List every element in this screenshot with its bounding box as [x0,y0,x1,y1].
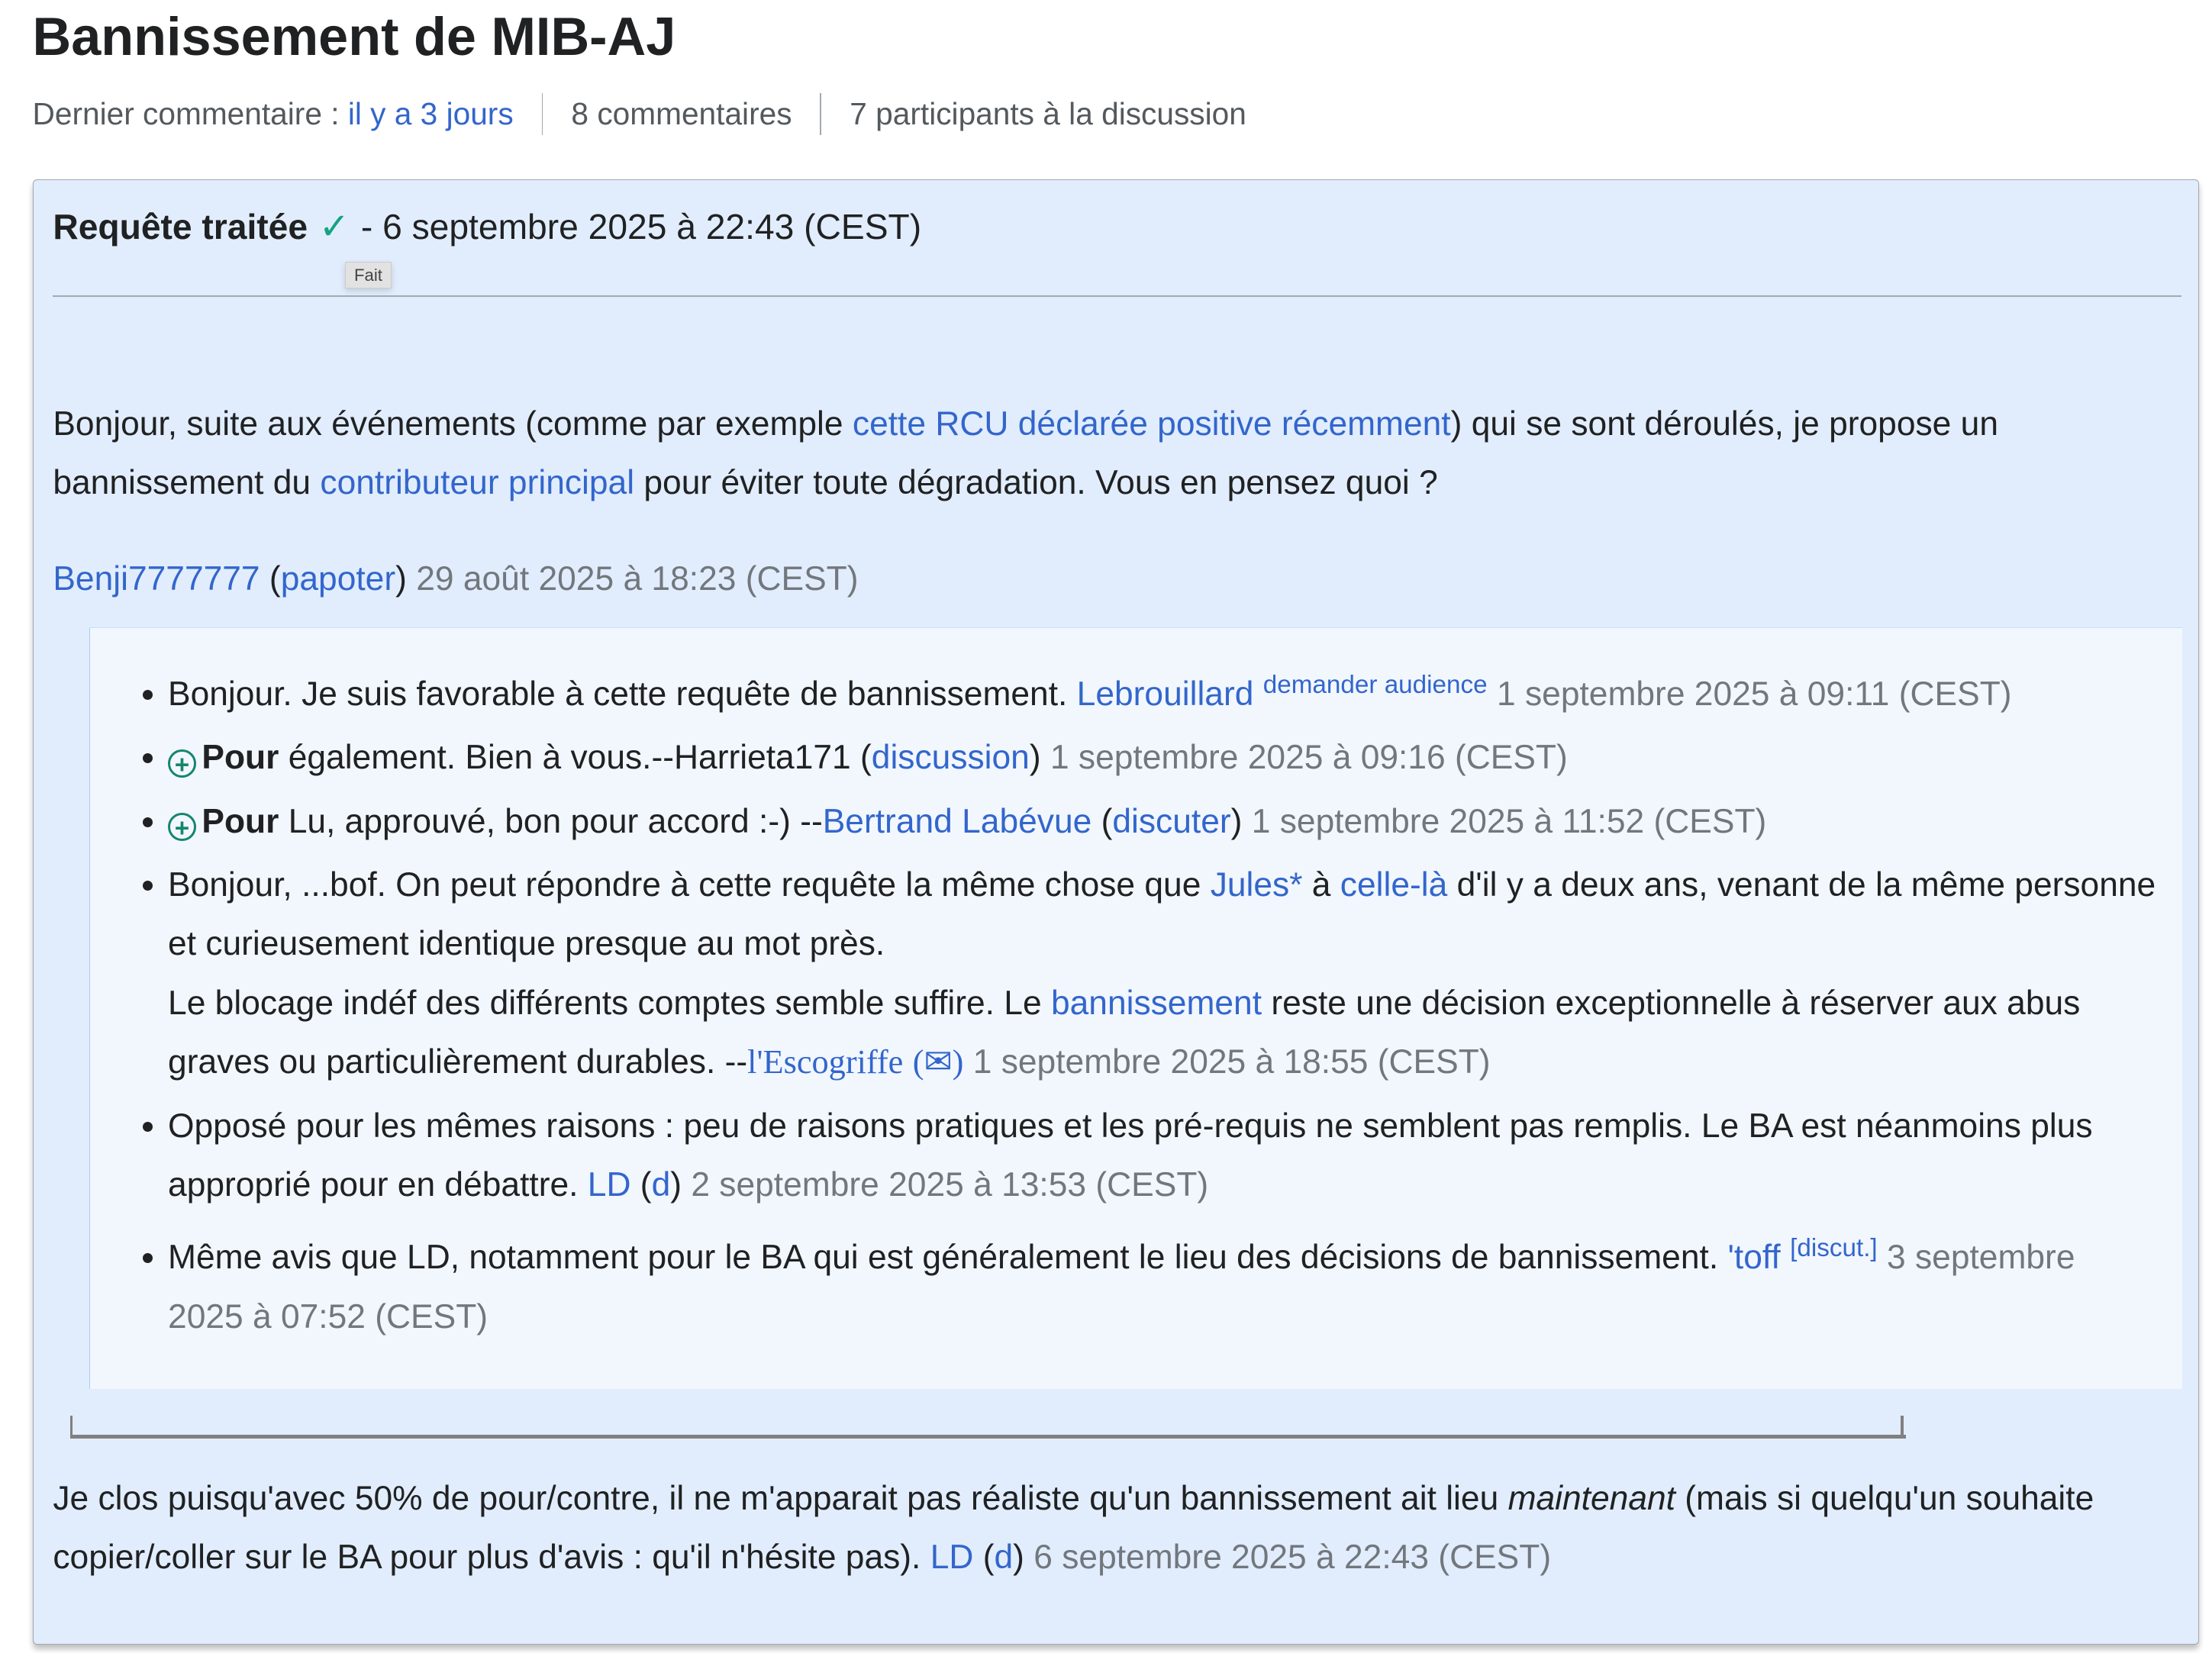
talk-link[interactable]: d [651,1166,671,1204]
user-link[interactable]: 'toff [1727,1239,1781,1277]
timestamp: 1 septembre 2025 à 11:52 (CEST) [1251,802,1767,840]
text: Opposé pour les mêmes raisons : peu de raisons pratiques et les pré-requis ne semblent pas remplis. Le BA est néanmoins plus approprié pour en débattre. [168,1107,2093,1204]
divider [542,93,543,135]
timestamp: 1 septembre 2025 à 09:11 (CEST) [1497,675,2012,714]
text: Bonjour, ...bof. On peut répondre à cette requête la même chose que [168,865,1211,904]
user-link[interactable]: LD [587,1166,631,1204]
signature: Benji7777777 (papoter) 29 août 2025 à 18:23 (CEST) [53,559,859,598]
plus-icon: + [168,813,196,841]
talk-link[interactable]: [discut.] [1790,1234,1878,1263]
emphasis: maintenant [1507,1479,1675,1517]
page-title: Bannissement de MIB-AJ [32,6,676,67]
text: Bonjour. Je suis favorable à cette requête de bannissement. [168,675,1077,714]
vote: Pour [202,802,279,840]
user-link[interactable]: l'Escogriffe [747,1042,904,1081]
text: ) qui se sont déroulés, je propose un bannissement du [53,404,1998,502]
bracket-divider [1901,1416,1904,1436]
comment [168,656,2157,723]
participant-count: 7 participants à la discussion [850,96,1246,132]
mail-link[interactable]: (✉) [912,1042,964,1081]
user-link[interactable]: LD [930,1539,974,1577]
talk-link[interactable]: discuter [1112,802,1231,840]
talk-link[interactable]: discussion [871,739,1030,777]
ban-link[interactable]: bannissement [1050,984,1262,1022]
last-comment-label: Dernier commentaire : [32,96,340,132]
comments-block [89,627,2182,1390]
contributor-link[interactable]: contributeur principal [320,464,635,502]
user-link[interactable]: Benji7777777 [53,559,260,598]
closing-text: Je clos puisqu'avec 50% de pour/contre, il ne m'apparait pas réaliste qu'un bannissement ait lieu maintenant (mais si quelqu'un souhaite copier/coller sur le BA pour plus d'avis : qu'il n'hésite pas). LD (d) 6 septembre 2025 à 22:43 (CEST) [53,1479,2094,1577]
text: à [1302,865,1340,904]
comment [168,1219,2157,1346]
timestamp: 3 septembre 2025 à 07:52 (CEST) [168,1239,2075,1336]
text: Même avis que LD, notamment pour le BA qui est généralement le lieu des décisions de bannissement. [168,1239,1728,1277]
timestamp: 2 septembre 2025 à 13:53 (CEST) [691,1166,1209,1204]
timestamp: 1 septembre 2025 à 09:16 (CEST) [1050,739,1568,777]
text: d'il y a deux ans, venant de la même personne et curieusement identique presque au mot près. [168,865,2156,963]
text: Bonjour, suite aux événements (comme par exemple [53,404,853,443]
talk-link[interactable]: papoter [280,559,396,598]
closed-request-box [33,179,2200,1645]
text: Lu, approuvé, bon pour accord :-) -- [279,802,823,840]
jules-link[interactable]: Jules* [1210,865,1303,904]
user-link[interactable]: Lebrouillard [1076,675,1254,714]
vote: Pour [202,739,279,777]
previous-request-link[interactable]: celle-là [1340,865,1448,904]
audience-link[interactable]: demander audience [1262,671,1488,700]
request-text [53,395,2182,513]
comment-count: 8 commentaires [571,96,792,132]
comment: • + Pour également. Bien à vous.--Harrieta171 (discussion) 1 septembre 2025 à 09:16 (CEST) [168,728,2157,788]
closed-date: - 6 septembre 2025 à 22:43 (CEST) [360,206,922,246]
timestamp: 29 août 2025 à 18:23 (CEST) [416,559,859,598]
check-icon: ✓ [318,206,350,247]
timestamp: 6 septembre 2025 à 22:43 (CEST) [1033,1539,1552,1577]
text: Je clos puisqu'avec 50% de pour/contre, il ne m'apparait pas réaliste qu'un bannissement ait lieu [53,1479,1508,1517]
text: (mais si quelqu'un souhaite copier/coller sur le BA pour plus d'avis : qu'il n'hésite pas). [53,1479,2094,1577]
text: Le blocage indéf des différents comptes semble suffire. Le [168,984,1051,1022]
last-comment-link[interactable]: il y a 3 jours [347,96,514,132]
talk-link[interactable]: d [994,1539,1014,1577]
status-label: Requête traitée [53,206,308,246]
comment [168,856,2157,1092]
request-header [53,205,921,248]
divider [820,93,821,135]
divider [53,295,2181,297]
text: pour éviter toute dégradation. Vous en pensez quoi ? [634,464,1438,502]
text: également. Bien à vous.--Harrieta171 ( [279,739,872,777]
comment: • Opposé pour les mêmes raisons : peu de raisons pratiques et les pré-requis ne semblent pas remplis. Le BA est néanmoins plus approprié pour en débattre. LD (d) 2 septembre 2025 à 13:53 (CEST) [168,1097,2157,1215]
rcu-link[interactable]: cette RCU déclarée positive récemment [852,404,1451,443]
plus-icon: + [168,749,196,778]
tooltip: Fait [345,262,392,288]
discussion-meta [33,93,1246,135]
text: reste une décision exceptionnelle à réserver aux abus graves ou particulièrement durables. -- [168,984,2081,1081]
user-link[interactable]: Bertrand Labévue [822,802,1092,840]
bracket-divider [70,1416,1906,1439]
comment: • + Pour Lu, approuvé, bon pour accord :-) --Bertrand Labévue (discuter) 1 septembre 2025 à 11:52 (CEST) [168,792,2157,852]
timestamp: 1 septembre 2025 à 18:55 (CEST) [972,1043,1491,1081]
